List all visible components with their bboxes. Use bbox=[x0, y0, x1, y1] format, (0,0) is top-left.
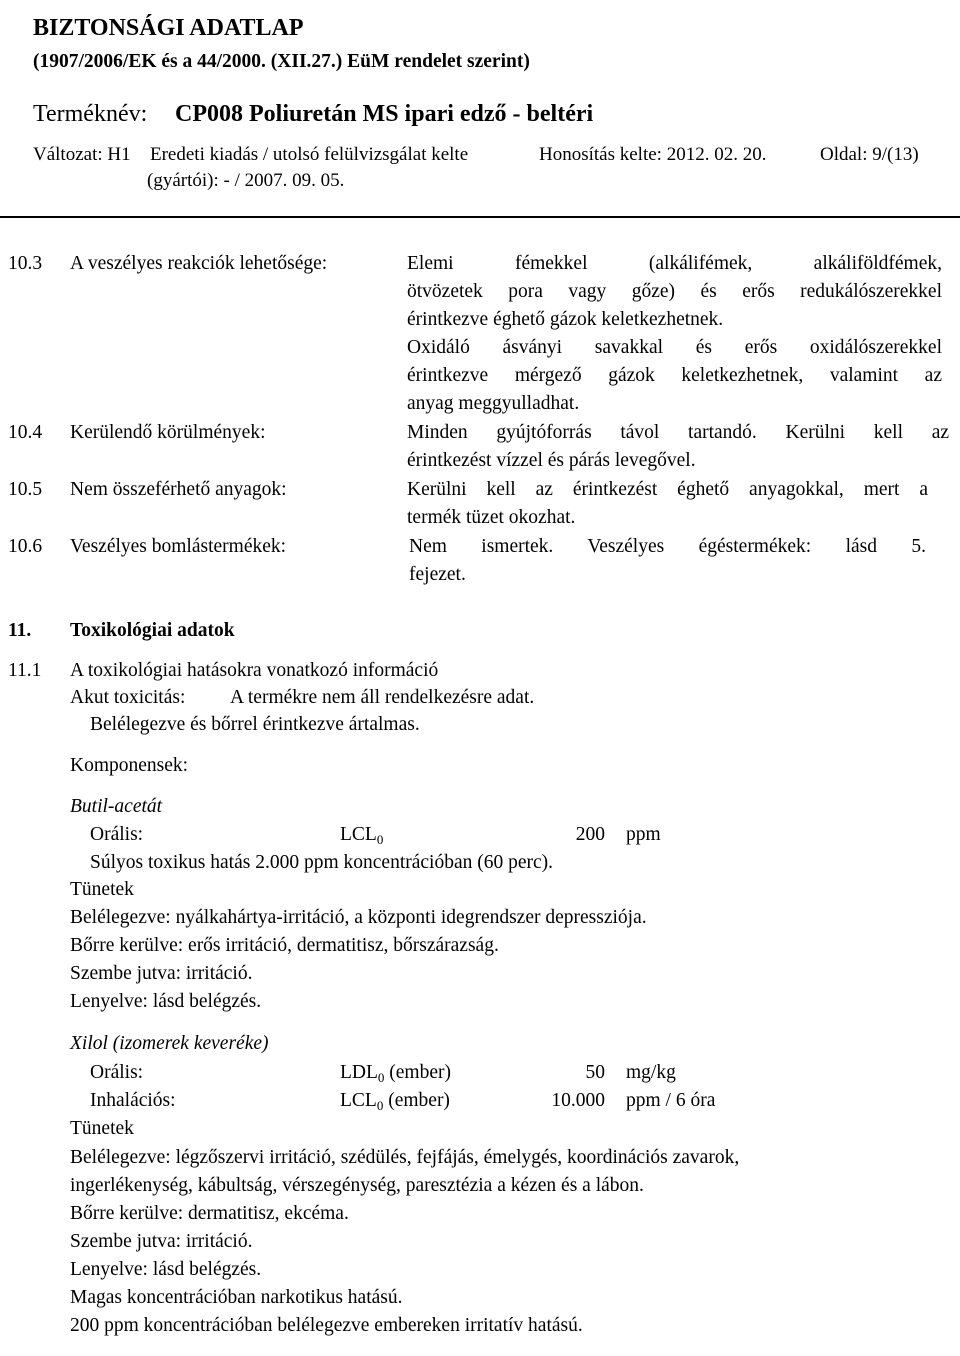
route-label: Inhalációs: bbox=[90, 1090, 176, 1111]
symptoms-heading: Tünetek bbox=[70, 879, 134, 900]
acute-toxicity-text: A termékre nem áll rendelkezésre adat. bbox=[230, 687, 535, 708]
measure-label bbox=[340, 1087, 450, 1120]
xylene-line: Belélegezve: légzőszervi irritáció, szédülés, fejfájás, émelygés, koordinációs zavarok, bbox=[70, 1147, 740, 1168]
section-10-3-line: Oxidáló ásványi savakkal és erős oxidálószerekkel bbox=[407, 337, 942, 358]
section-10-4-label: Kerülendő körülmények: bbox=[70, 422, 266, 443]
section-10-5-label: Nem összeférhető anyagok: bbox=[70, 479, 287, 500]
component-name: Xilol (izomerek keveréke) bbox=[70, 1033, 269, 1054]
measure-name: LDL bbox=[340, 1062, 378, 1083]
measure-subscript: 0 bbox=[377, 1070, 385, 1085]
issue-date: (gyártói): - / 2007. 09. 05. bbox=[147, 170, 345, 191]
xylene-line: 200 ppm koncentrációban belélegezve embereken irritatív hatású. bbox=[70, 1315, 583, 1336]
section-10-4-line: érintkezést vízzel és párás levegővel. bbox=[407, 450, 696, 471]
measure-value: 200 bbox=[575, 824, 605, 845]
approval-date: Honosítás kelte: 2012. 02. 20. bbox=[539, 144, 767, 165]
xylene-line: Szembe jutva: irritáció. bbox=[70, 1231, 253, 1252]
route-label: Orális: bbox=[90, 1062, 144, 1083]
section-10-3-line: érintkezve mérgező gázok keletkezhetnek, valamint az bbox=[407, 365, 942, 386]
measure-value: 10.000 bbox=[551, 1090, 605, 1111]
measure-subscript: 0 bbox=[376, 1098, 384, 1113]
section-10-4-number: 10.4 bbox=[8, 422, 43, 443]
section-10-5-line: termék tüzet okozhat. bbox=[407, 507, 576, 528]
document-subtitle: (1907/2006/EK és a 44/2000. (XII.27.) EüM rendelet szerint) bbox=[33, 51, 530, 72]
section-10-4-line: Minden gyújtóforrás távol tartandó. Kerülni kell az bbox=[407, 422, 949, 443]
measure-note: (ember) bbox=[388, 1090, 450, 1111]
section-10-6-line: fejezet. bbox=[409, 564, 466, 585]
symptoms-heading: Tünetek bbox=[70, 1118, 134, 1139]
section-11-title: Toxikológiai adatok bbox=[70, 620, 235, 641]
version: Változat: H1 bbox=[33, 144, 131, 165]
measure-note: (ember) bbox=[389, 1062, 451, 1083]
section-11-number: 11. bbox=[8, 620, 32, 641]
butyl-line: Lenyelve: lásd belégzés. bbox=[70, 991, 262, 1012]
section-10-3-line: Elemi fémekkel (alkálifémek, alkáliföldfémek, bbox=[407, 253, 942, 274]
section-11-1-title: A toxikológiai hatásokra vonatkozó információ bbox=[70, 660, 439, 681]
component-name: Butil-acetát bbox=[70, 796, 163, 817]
document-title: BIZTONSÁGI ADATLAP bbox=[33, 15, 304, 41]
butyl-line: Bőrre kerülve: erős irritáció, dermatitisz, bőrszárazság. bbox=[70, 935, 499, 956]
butyl-line: Belélegezve: nyálkahártya-irritáció, a központi idegrendszer depressziója. bbox=[70, 907, 647, 928]
xylene-line: Bőrre kerülve: dermatitisz, ekcéma. bbox=[70, 1203, 349, 1224]
section-10-6-number: 10.6 bbox=[8, 536, 43, 557]
xylene-line: Lenyelve: lásd belégzés. bbox=[70, 1259, 262, 1280]
measure-unit: mg/kg bbox=[626, 1062, 676, 1083]
measure-unit: ppm / 6 óra bbox=[626, 1090, 716, 1111]
measure-name: LCL bbox=[340, 824, 377, 845]
measure-name: LCL bbox=[340, 1090, 377, 1111]
measure-subscript: 0 bbox=[376, 832, 384, 847]
section-10-5-number: 10.5 bbox=[8, 479, 43, 500]
xylene-line: Magas koncentrációban narkotikus hatású. bbox=[70, 1287, 403, 1308]
page-number: Oldal: 9/(13) bbox=[820, 144, 919, 165]
section-11-1-number: 11.1 bbox=[8, 660, 42, 681]
butyl-line: Súlyos toxikus hatás 2.000 ppm koncentrációban (60 perc). bbox=[90, 852, 554, 873]
header-divider bbox=[0, 216, 960, 218]
acute-toxicity-text-2: Belélegezve és bőrrel érintkezve ártalmas. bbox=[90, 714, 420, 735]
route-label: Orális: bbox=[90, 824, 144, 845]
section-10-5-line: Kerülni kell az érintkezést éghető anyagokkal, mert a bbox=[407, 479, 928, 500]
section-10-3-label: A veszélyes reakciók lehetősége: bbox=[70, 253, 328, 274]
section-10-6-label: Veszélyes bomlástermékek: bbox=[70, 536, 287, 557]
section-10-3-number: 10.3 bbox=[8, 253, 43, 274]
issue-label: Eredeti kiadás / utolsó felülvizsgálat kelte bbox=[150, 144, 469, 165]
section-10-3-line: ötvözetek pora vagy gőze) és erős redukálószerekkel bbox=[407, 281, 942, 302]
product-label: Terméknév: bbox=[33, 101, 148, 127]
xylene-line: ingerlékenység, kábultság, vérszegénység, paresztézia a kézen és a lábon. bbox=[70, 1175, 644, 1196]
measure-value: 50 bbox=[585, 1062, 605, 1083]
butyl-line: Szembe jutva: irritáció. bbox=[70, 963, 253, 984]
section-10-3-line: érintkezve éghető gázok keletkezhetnek. bbox=[407, 309, 724, 330]
measure-unit: ppm bbox=[626, 824, 661, 845]
product-name: CP008 Poliuretán MS ipari edző - beltéri bbox=[175, 101, 594, 127]
section-10-3-line: anyag meggyulladhat. bbox=[407, 393, 580, 414]
components-label: Komponensek: bbox=[70, 755, 189, 776]
acute-toxicity-label: Akut toxicitás: bbox=[70, 687, 186, 708]
section-10-6-line: Nem ismertek. Veszélyes égéstermékek: lásd 5. bbox=[409, 536, 926, 557]
